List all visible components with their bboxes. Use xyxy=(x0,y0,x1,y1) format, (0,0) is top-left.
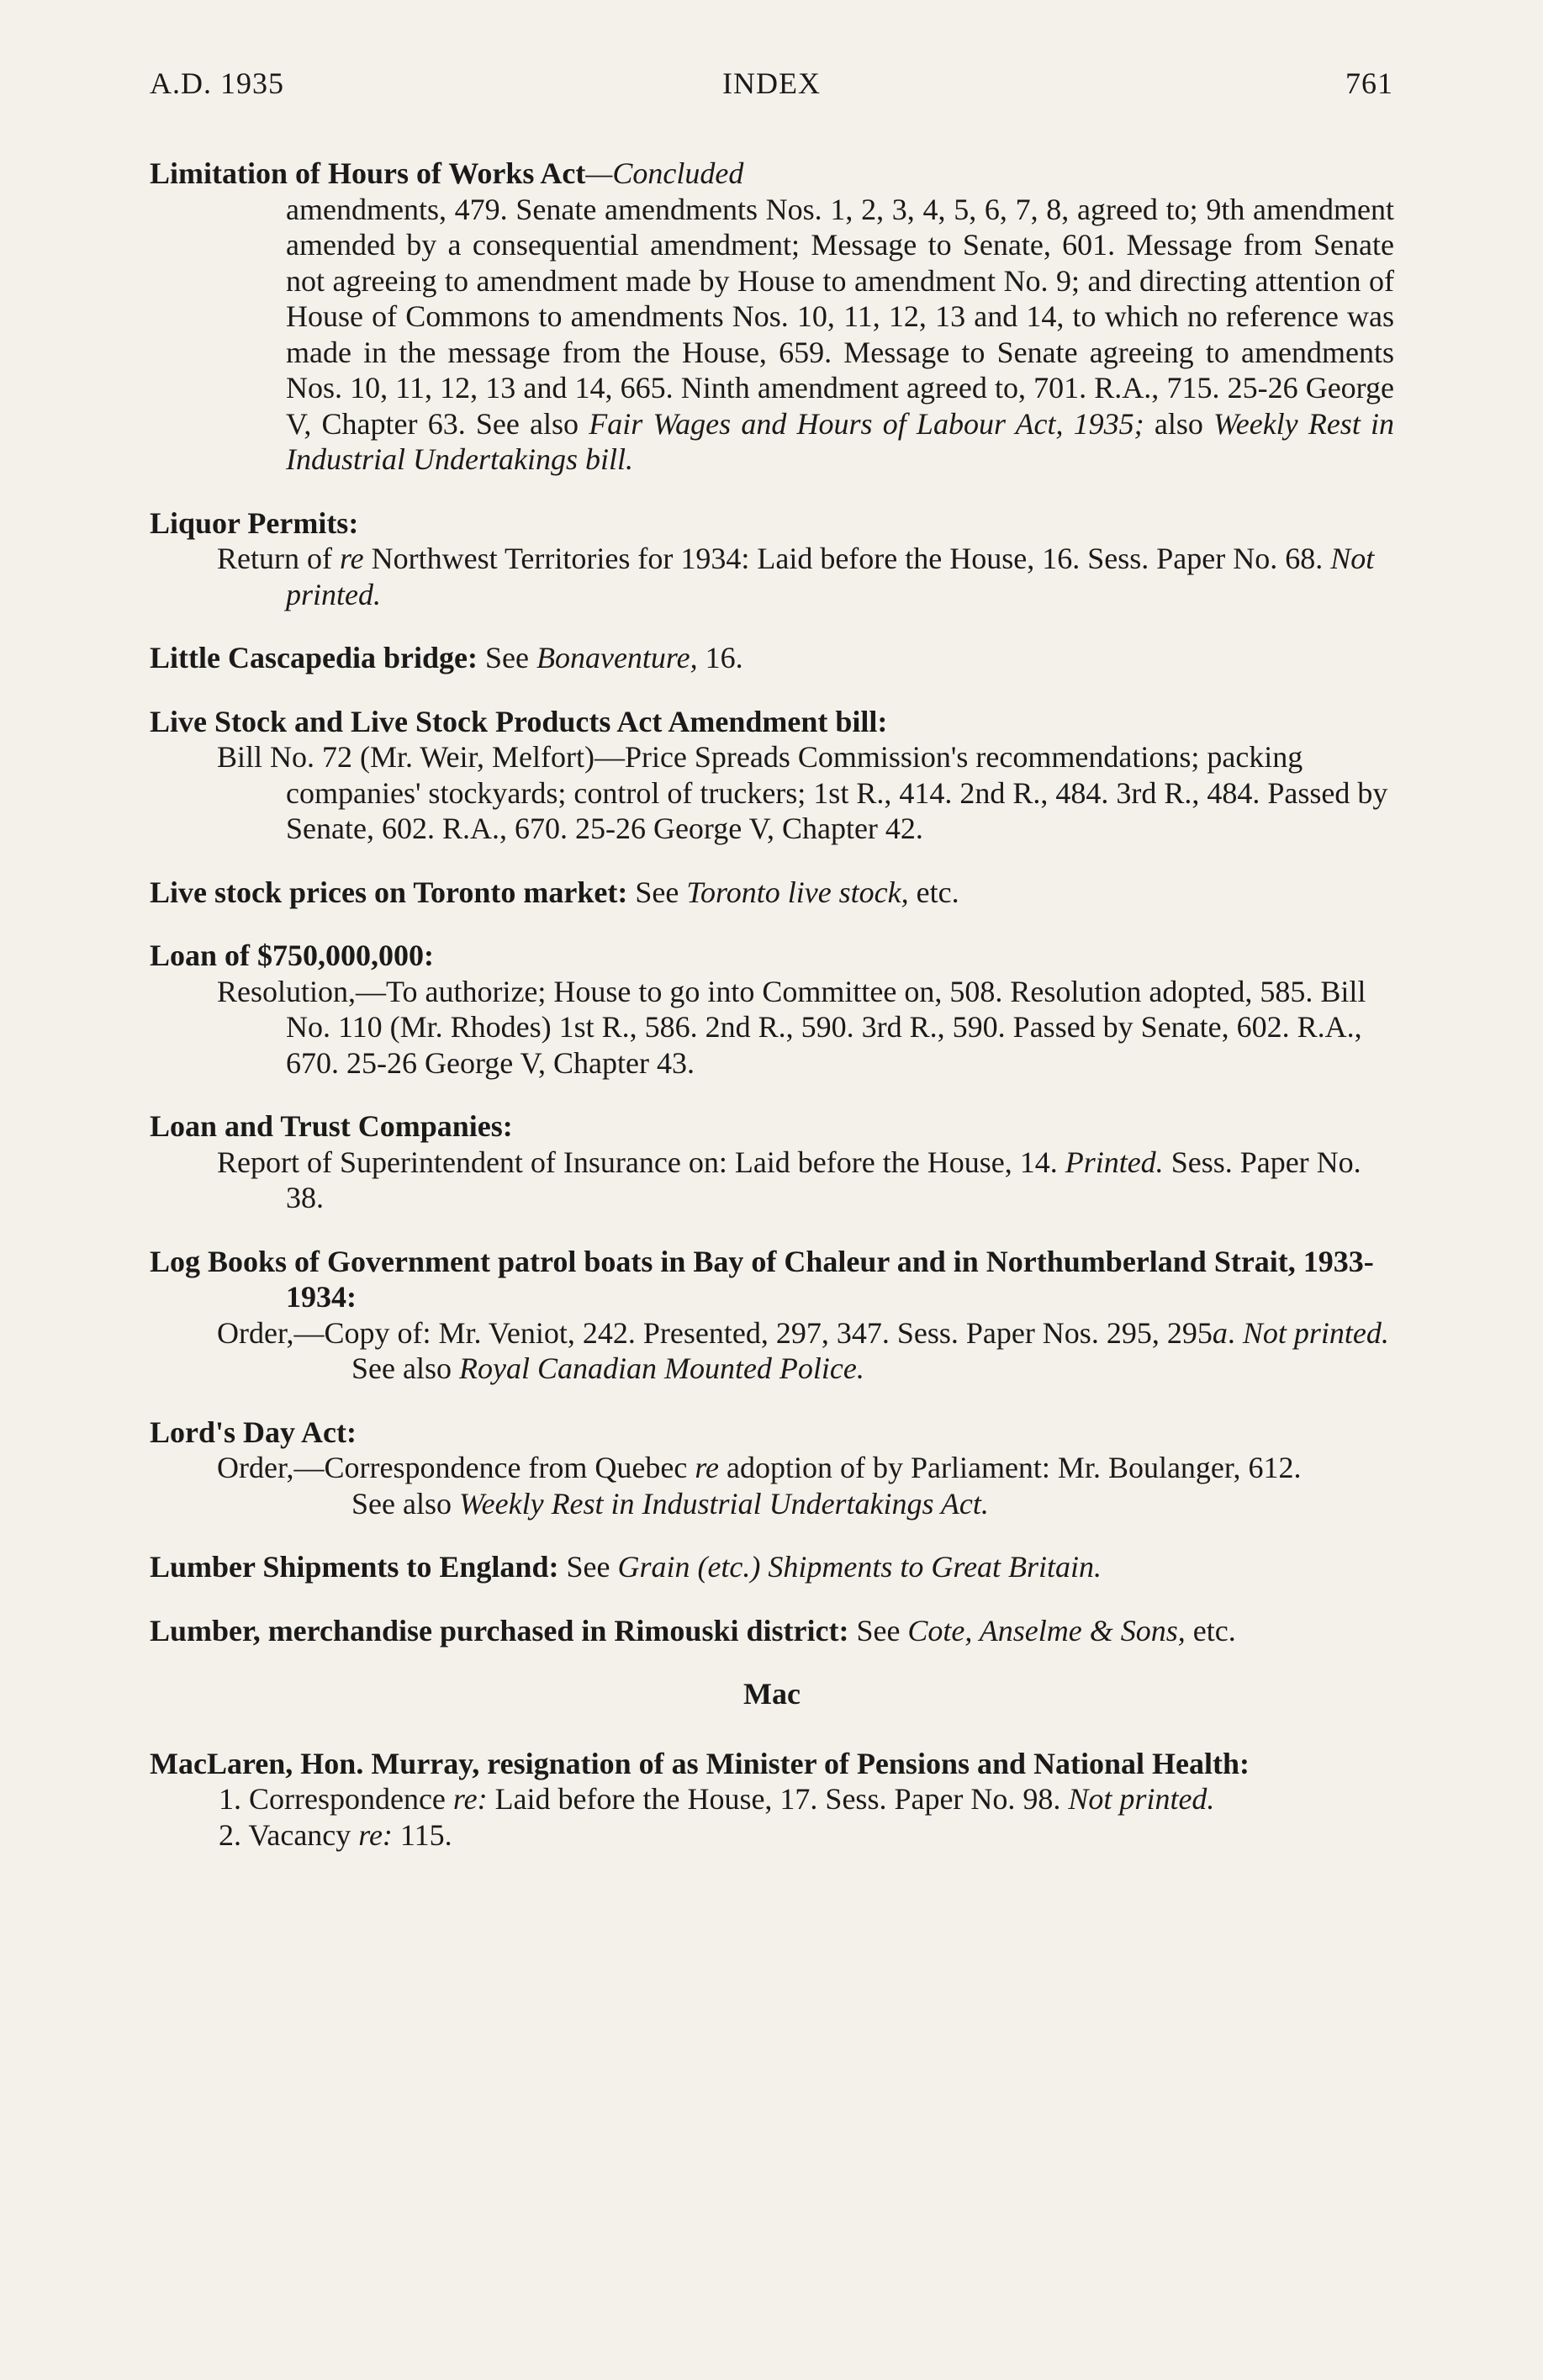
entry-heading: Loan and Trust Companies: xyxy=(150,1109,513,1143)
entry-text: Report of Superintendent of Insurance on: Laid before the House, 14. Printed. Sess. Paper No. 38. xyxy=(217,1145,1361,1214)
entry-heading: Limitation of Hours of Works Act—Concluded xyxy=(150,156,744,190)
index-entry-loan xyxy=(150,938,1394,1081)
entry-text: Order,—Correspondence from Quebec re adoption of by Parliament: Mr. Boulanger, 612. xyxy=(217,1451,1302,1484)
index-entry-limitation-hours xyxy=(150,156,1394,478)
entry-heading: Lumber Shipments to England: xyxy=(150,1550,559,1584)
page-number: 761 xyxy=(1345,66,1393,100)
entry-text: Resolution,—To authorize; House to go into Committee on, 508. Resolution adopted, 585. Bill No. 110 (Mr. Rhodes) 1st R., 586. 2nd R., 590. 3rd R., 590. Passed by Senate, 602. R.A., 670. 25-26 George V, Chapter 43. xyxy=(217,974,1366,1080)
entry-heading: Lumber, merchandise purchased in Rimouski district: xyxy=(150,1613,849,1647)
running-head xyxy=(150,66,1393,108)
entry-heading: Live Stock and Live Stock Products Act Amendment bill: xyxy=(150,704,888,738)
entry-text: amendments, 479. Senate amendments Nos. 1, 2, 3, 4, 5, 6, 7, 8, agreed to; 9th amendment amended by a consequential amendment; Message to Senate, 601. Message from Senate not agreeing to amendment made by House to amendment No. 9; and directing attention of House of Commons to amendments Nos. 10, 11, 12, 13 and 14, to which no reference was made in the message from the House, 659. Message to Senate agreeing to amendments Nos. 10, 11, 12, 13 and 14, 665. Ninth amendment agreed to, 701. R.A., 715. 25-26 George V, Chapter 63. See also Fair Wages and Hours of Labour Act, 1935; also Weekly Rest in Industrial Undertakings bill. xyxy=(286,192,1395,476)
entry-heading: MacLaren, Hon. Murray, resignation of as Minister of Pensions and National Health: xyxy=(150,1746,1250,1780)
index-entry-log-books xyxy=(150,1244,1394,1387)
index-entry-live-stock-act xyxy=(150,704,1394,847)
see-also: See also Weekly Rest in Industrial Undertakings Act. xyxy=(351,1486,989,1521)
header-title: INDEX xyxy=(722,66,821,100)
entry-text: Bill No. 72 (Mr. Weir, Melfort)—Price Spreads Commission's recommendations; packing companies' stockyards; control of truckers; 1st R., 414. 2nd R., 484. 3rd R., 484. Passed by Senate, 602. R.A., 670. 25-26 George V, Chapter 42. xyxy=(217,740,1388,845)
index-entry-maclaren xyxy=(150,1746,1394,1854)
entry-heading: Liquor Permits: xyxy=(150,505,359,540)
entry-heading: Live stock prices on Toronto market: xyxy=(150,875,628,909)
index-entry-liquor-permits xyxy=(150,505,1394,613)
index-entry-loan-trust xyxy=(150,1108,1394,1216)
header-year: A.D. 1935 xyxy=(150,66,284,100)
index-entry-lords-day xyxy=(150,1415,1394,1522)
entry-text: Return of re Northwest Territories for 1934: Laid before the House, 16. Sess. Paper No. 68. Not printed. xyxy=(217,542,1375,611)
index-entry-lumber-rimouski: Lumber, merchandise purchased in Rimouski district: See Cote, Anselme & Sons, etc. xyxy=(150,1613,1236,1647)
list-item: 2. Vacancy re: 115. xyxy=(219,1817,452,1852)
entry-heading: Lord's Day Act: xyxy=(150,1415,357,1449)
index-entry-little-cascapedia: Little Cascapedia bridge: See Bonaventure, 16. xyxy=(150,641,743,674)
see-also: See also Royal Canadian Mounted Police. xyxy=(351,1351,864,1385)
list-item: 1. Correspondence re: Laid before the House, 17. Sess. Paper No. 98. Not printed. xyxy=(219,1782,1215,1816)
entry-heading: Loan of $750,000,000: xyxy=(150,939,435,972)
entry-text: Order,—Copy of: Mr. Veniot, 242. Presented, 297, 347. Sess. Paper Nos. 295, 295a. Not printed. xyxy=(217,1315,1389,1350)
section-heading: Mac xyxy=(743,1677,801,1711)
entry-heading: Log Books of Government patrol boats in Bay of Chaleur and in Northumberland Strait, 1933-1934: xyxy=(150,1244,1374,1314)
entry-heading: Little Cascapedia bridge: xyxy=(150,641,478,674)
index-entry-live-stock-prices: Live stock prices on Toronto market: See Toronto live stock, etc. xyxy=(150,875,959,909)
index-content xyxy=(150,156,1394,1880)
index-entry-lumber-shipments: Lumber Shipments to England: See Grain (etc.) Shipments to Great Britain. xyxy=(150,1550,1102,1584)
